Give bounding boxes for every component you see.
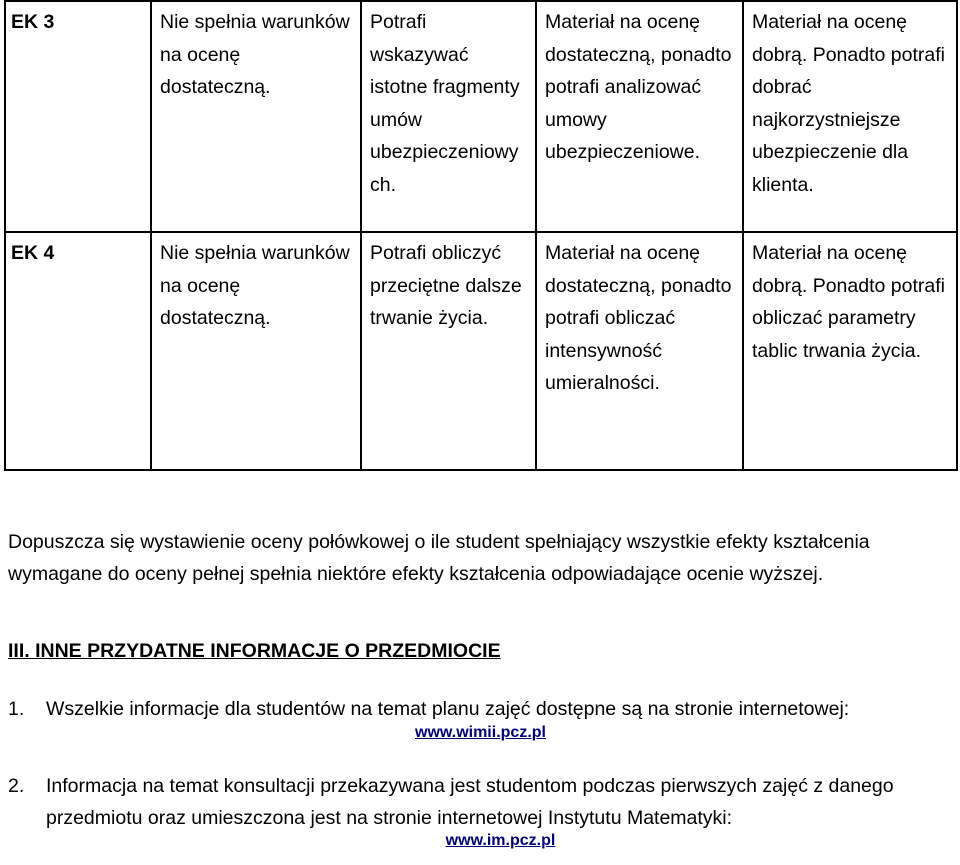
ek-code-cell: EK 4 (5, 232, 151, 470)
im-website-link[interactable]: www.im.pcz.pl (445, 832, 556, 849)
list-item-number: 1. (8, 698, 25, 720)
grade-4-cell: Materiał na ocenę dostateczną, ponadto potrafi obliczać intensywność umieralności. (536, 232, 743, 470)
list-item-number: 2. (8, 775, 25, 797)
grade-4-cell: Materiał na ocenę dostateczną, ponadto potrafi analizować umowy ubezpieczeniowe. (536, 1, 743, 232)
grade-5-cell: Materiał na ocenę dobrą. Ponadto potrafi dobrać najkorzystniejsze ubezpieczenie dla klienta. (743, 1, 957, 232)
grade-3-cell: Potrafi obliczyć przeciętne dalsze trwanie życia. (361, 232, 536, 470)
section-heading: III. INNE PRZYDATNE INFORMACJE O PRZEDMIOCIE (8, 640, 501, 662)
table-row (5, 1, 957, 232)
list-item-text: Informacja na temat konsultacji przekazywana jest studentom podczas pierwszych zajęć z danego przedmiotu oraz umieszczona jest na stronie internetowej Instytutu Matematyki: (46, 775, 894, 829)
grade-2-cell: Nie spełnia warunków na ocenę dostateczną. (151, 1, 361, 232)
grading-table (4, 0, 958, 471)
wimii-website-link[interactable]: www.wimii.pcz.pl (415, 724, 546, 741)
grade-5-cell: Materiał na ocenę dobrą. Ponadto potrafi obliczać parametry tablic trwania życia. (743, 232, 957, 470)
half-grade-note: Dopuszcza się wystawienie oceny połówkowej o ile student spełniający wszystkie efekty kształcenia wymagane do oceny pełnej spełnia niektóre efekty kształcenia odpowiadające ocenie wyższej. (8, 531, 870, 585)
table-row (5, 232, 957, 470)
list-item-text: Wszelkie informacje dla studentów na temat planu zajęć dostępne są na stronie internetowej: (46, 698, 850, 720)
ek-code-cell: EK 3 (5, 1, 151, 232)
grade-3-cell: Potrafi wskazywać istotne fragmenty umów ubezpieczeniowy ch. (361, 1, 536, 232)
grade-2-cell: Nie spełnia warunków na ocenę dostateczną. (151, 232, 361, 470)
